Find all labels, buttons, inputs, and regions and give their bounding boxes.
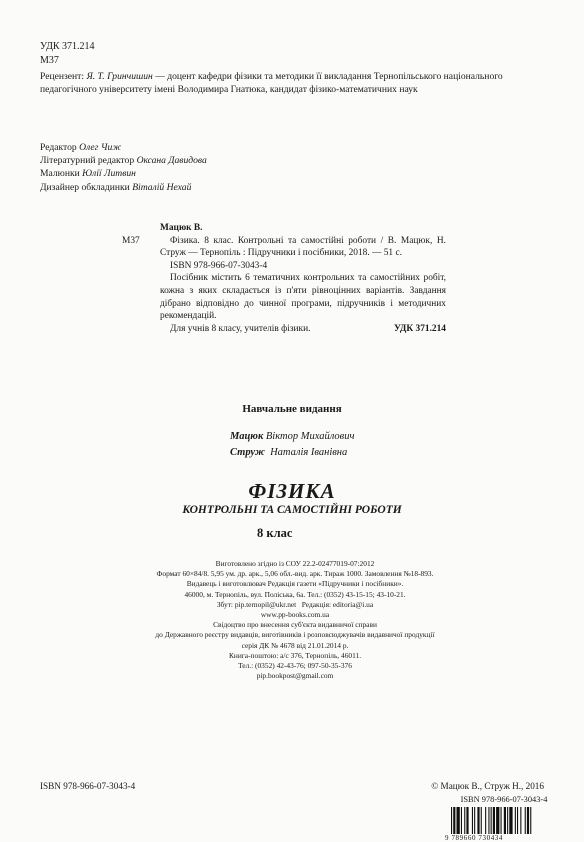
barcode-bar (504, 807, 506, 834)
imprint-line: pip.bookpost@gmail.com (256, 671, 334, 681)
barcode-bar (493, 807, 495, 834)
editor-line (40, 181, 207, 194)
barcode-bar (507, 807, 508, 834)
barcode-isbn: ISBN 978-966-07-3043-4 (460, 795, 548, 804)
udk-top: УДК 371.214 (40, 41, 95, 52)
barcode-bar (515, 807, 516, 834)
barcode-bar (472, 807, 473, 834)
author-line (230, 447, 347, 458)
imprint-line: Тел.: (0352) 42-43-76; 097-50-35-376 (238, 661, 352, 671)
bibliographic-record (160, 222, 446, 335)
book-grade: 8 клас (257, 526, 293, 540)
reviewer-label: Рецензент: (40, 71, 85, 82)
barcode-bar (474, 807, 475, 834)
barcode-bar (501, 807, 502, 834)
author-line (230, 431, 355, 442)
bib-author: Мацюк В. (160, 223, 203, 233)
barcode-bar (453, 807, 455, 834)
isbn-bottom: ISBN 978-966-07-3043-4 (40, 781, 136, 791)
imprint-line: Видавець і виготовлювач Редакція газети «Підручники і посібники». (186, 579, 404, 589)
barcode-bar (466, 807, 468, 834)
editor-line (40, 141, 207, 154)
imprint-line: Свідоцтво про внесення суб'єкта видавничої справи (213, 620, 377, 630)
reviewer-name: Я. Т. Гринчишин (86, 71, 153, 82)
copyright: © Мацюк В., Струж Н., 2016 (431, 781, 544, 791)
barcode-bar (530, 807, 531, 834)
editor-line (40, 167, 207, 180)
book-subtitle: КОНТРОЛЬНІ ТА САМОСТІЙНІ РОБОТИ (182, 504, 402, 516)
imprint-line: Виготовлено згідно із СОУ 22.2-02477019-07:2012 (215, 559, 375, 568)
barcode-bar (525, 807, 526, 834)
imprint-line: Формат 60×84/8. 5,95 ум. др. арк., 5,06 обл.-вид. арк. Тираж 1000. Замовлення №18-893. (156, 569, 434, 579)
reviewer-text: — доцент кафедри фізики та методики її викладання Тернопільського національного педагогічного університету імені Володимира Гнатюка, кандидат фізико-математичних наук (40, 71, 503, 95)
barcode-bars (451, 807, 561, 834)
edition-type: Навчальне видання (242, 403, 342, 415)
barcode-bar (520, 807, 521, 834)
editor-name: Олег Чиж (79, 142, 122, 153)
barcode-bar (464, 807, 465, 834)
bib-isbn: ISBN 978-966-07-3043-4 (170, 260, 268, 271)
author-surname: Мацюк (230, 431, 264, 442)
editor-name: Віталій Нехай (132, 181, 192, 193)
editor-name: Юлії Литвин (82, 168, 136, 180)
editor-role: Редактор (40, 142, 80, 153)
barcode-bar (496, 807, 499, 834)
bib-udk: УДК 371.214 (394, 324, 446, 334)
barcode-bar (451, 807, 452, 834)
editor-line (40, 154, 207, 167)
barcode-bar (488, 807, 489, 834)
code-top: М37 (40, 55, 59, 66)
barcode-bar (477, 807, 479, 834)
barcode-bar (457, 807, 460, 834)
barcode-bar (517, 807, 518, 834)
bib-summary: Посібник містить 6 тематичних контрольних та самостійних робіт, кожна з яких складається із п'яти рівноцінних варіантів. Завдання дібрано відповідно до чинної програми, підручників і методичних рекомендацій. (160, 273, 446, 322)
book-title: ФІЗИКА (248, 479, 336, 503)
imprint-line: Збут: pip.ternopil@ukr.net Редакція: editoria@i.ua (216, 599, 374, 609)
barcode-digits: 9 789660 730434 (445, 834, 503, 842)
bib-code: М37 (122, 236, 140, 246)
barcode-bar (485, 807, 486, 834)
imprint-line: до Державного реєстру видавців, виготівників і розповсюджувачів видавничої продукції (155, 630, 435, 640)
barcode-bar (509, 807, 512, 834)
editors-list (40, 141, 207, 194)
bib-audience: Для учнів 8 класу, учителів фізики. (170, 323, 311, 334)
imprint-block (60, 559, 530, 681)
reviewer-block (40, 70, 545, 96)
editor-role: Дизайнер обкладинки (40, 181, 133, 193)
barcode-bar (491, 807, 492, 834)
imprint-line: Книга-поштою: а/с 376, Тернопіль, 46011. (228, 650, 362, 660)
barcode-bar (461, 807, 462, 834)
udk-header (40, 40, 95, 68)
author-given: Віктор Михайлович (263, 431, 355, 442)
author-surname: Струж (230, 447, 265, 458)
editor-role: Літературний редактор (40, 155, 137, 167)
imprint-line: 46000, м. Тернопіль, вул. Поліська, 6а. Тел.: (0352) 43-15-15; 43-10-21. (184, 589, 406, 599)
barcode-bar (481, 807, 482, 834)
bib-description-line: Фізика. 8 клас. Контрольні та самостійні роботи / В. Мацюк, Н. Струж — Тернопіль : Підручники і посібники, 2018. — 51 с. (160, 235, 446, 259)
imprint-line: серія ДК № 4678 від 21.01.2014 р. (241, 640, 349, 650)
editor-name: Оксана Давидова (136, 155, 207, 167)
editor-role: Малюнки (40, 168, 83, 180)
barcode-bar (527, 807, 529, 834)
barcode (441, 795, 567, 842)
imprint-line: www.pp-books.com.ua (260, 610, 330, 620)
author-given: Наталія Іванівна (264, 447, 348, 458)
